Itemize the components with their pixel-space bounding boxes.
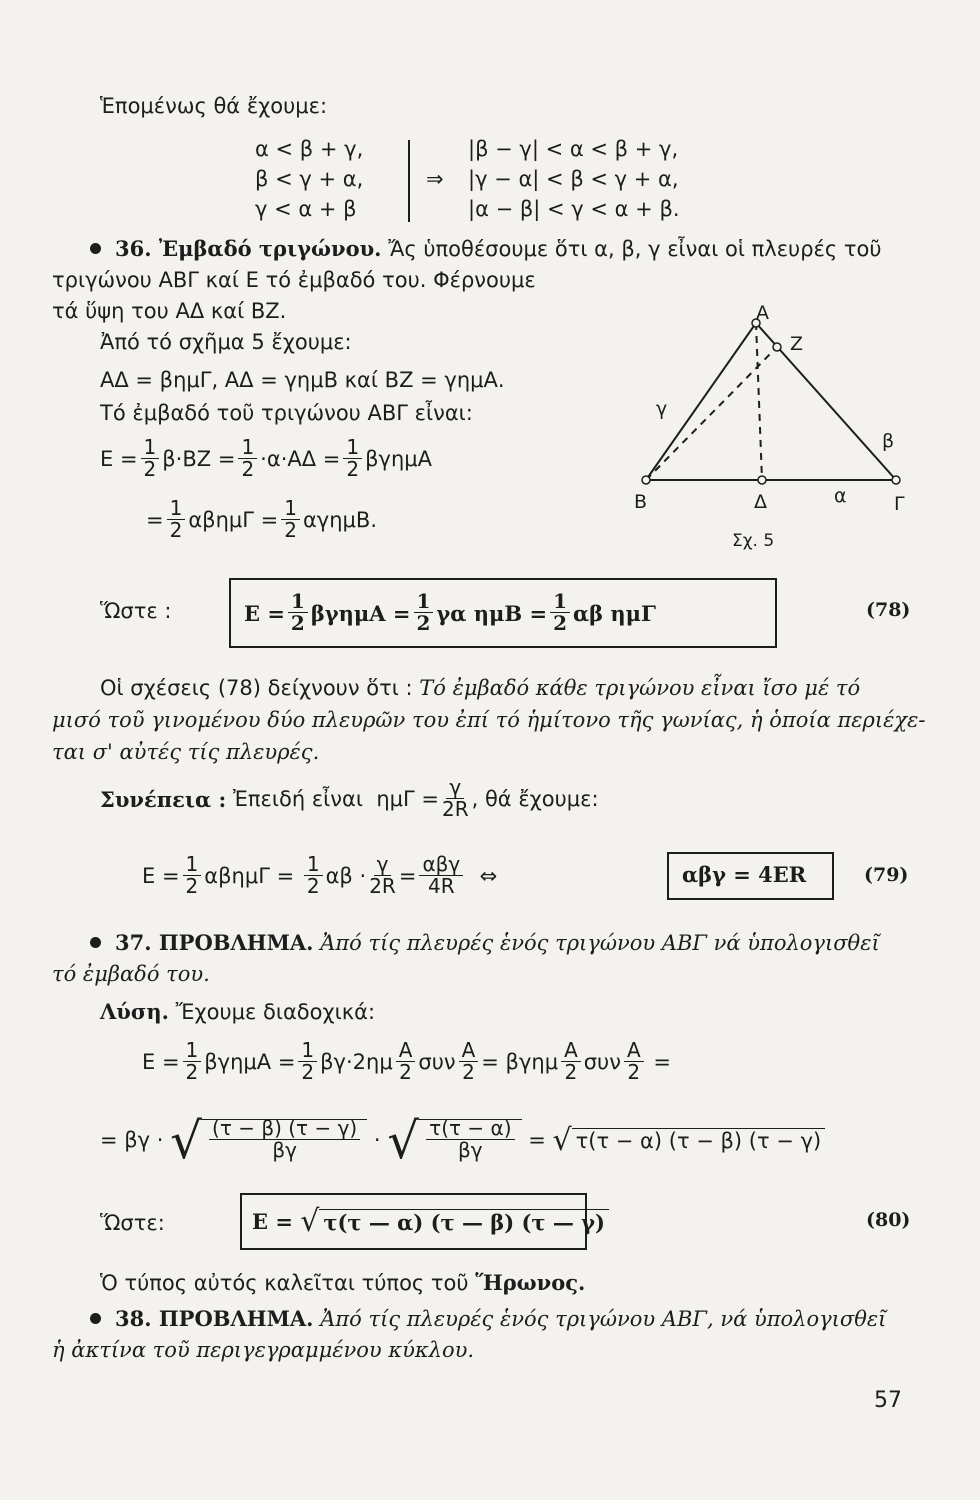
section-36-line-2: τριγώνου ΑΒΓ καί Ε τό ἐμβαδό του. Φέρνουμε [52, 268, 536, 292]
formula-79: Ε = $\frac{1}{2}$ αβημΓ = $\frac{1}{2}$ αβ · $\frac{\gamma}{2R}$ = $\frac{\text{αβγ}}{4R}$ ⇔ [142, 851, 498, 898]
area-equation-2: = $\frac{1}{2}$ αβημΓ = $\frac{1}{2}$ αγημΒ. [146, 495, 377, 542]
so-label-80: Ὥστε: [100, 1211, 165, 1235]
figure-caption: Σχ. 5 [732, 531, 775, 551]
ineq-right-3: |α − β| < γ < α + β. [468, 197, 680, 221]
ineq-left-1: α < β + γ, [255, 137, 364, 161]
altitude-ad [756, 323, 762, 480]
label-A: A [756, 302, 769, 324]
inequality-brace [402, 140, 410, 222]
label-a: α [834, 485, 847, 507]
label-G: Γ [894, 493, 905, 515]
section-36-line-4: Ἀπό τό σχῆμα 5 ἔχουμε: [100, 330, 352, 354]
section-36-line-3: τά ὕψη του ΑΔ καί ΒΖ. [52, 299, 287, 323]
intro-text: Ἑπομένως θά ἔχουμε: [100, 94, 328, 118]
paragraph-78-line-3: ται σ' αὐτές τίς πλευρές. [52, 740, 320, 764]
section-36-line-1 [90, 236, 882, 262]
paragraph-78-line-2: μισό τοῦ γινομένου δύο πλευρῶν του ἐπί τό ἡμίτονο τῆς γωνίας, ἡ ὁποία περιέχε- [52, 708, 926, 732]
ineq-right-2: |γ − α| < β < γ + α, [468, 167, 679, 191]
equation-number-80: (80) [866, 1209, 911, 1231]
solution-equation-1: Ε = $\frac{1}{2}$ βγημΑ = $\frac{1}{2}$ βγ·2ημ $\frac{A}{2}$ συν $\frac{A}{2}$ = βγημ $\frac{A}{2}$ συν $\frac{A}{2}$ = [142, 1037, 671, 1084]
formula-78: Ε = $\frac{1}{2}$ βγημΑ = $\frac{1}{2}$ γα ημΒ = $\frac{1}{2}$ αβ ημΓ [244, 588, 656, 635]
heron-line: Ὁ τύπος αὐτός καλεῖται τύπος τοῦ Ἥρωνος. [100, 1270, 586, 1295]
section-37-heading: 37. ΠΡΟΒΛΗΜΑ. [115, 930, 314, 955]
section-36-text: Ἄς ὑποθέσουμε ὅτι α, β, γ εἶναι οἱ πλευρές τοῦ [388, 237, 882, 261]
implies-arrow: ⇒ [426, 167, 444, 191]
area-equation-1: Ε = $\frac{1}{2}$ β·ΒΖ = $\frac{1}{2}$ ·α·ΑΔ = $\frac{1}{2}$ βγημΑ [100, 434, 432, 481]
bullet-icon [90, 937, 101, 948]
section-37-line-2: τό ἐμβαδό του. [52, 962, 210, 986]
label-D: Δ [754, 491, 767, 513]
label-Z: Z [790, 333, 804, 355]
so-label-78: Ὥστε : [100, 599, 172, 623]
label-g: γ [656, 398, 668, 420]
bullet-icon [90, 1313, 101, 1324]
section-37-line-1: 37. ΠΡΟΒΛΗΜΑ. Ἀπό τίς πλευρές ἑνός τριγώνου ΑΒΓ νά ὑπολογισθεῖ [90, 930, 880, 956]
equation-number-79: (79) [864, 864, 909, 886]
equation-number-78: (78) [866, 599, 911, 621]
section-38-line-2: ἡ ἀκτίνα τοῦ περιγεγραμμένου κύκλου. [52, 1338, 475, 1362]
formula-80: Ε = √ τ(τ — α) (τ — β) (τ — γ) [252, 1200, 609, 1244]
paragraph-78-line-1: Οἱ σχέσεις (78) δείχνουν ὅτι : Τό ἐμβαδό κάθε τριγώνου εἶναι ἴσο μέ τό [100, 676, 861, 700]
bullet-icon [90, 243, 101, 254]
triangle-figure [620, 295, 920, 565]
ineq-right-1: |β − γ| < α < β + γ, [468, 137, 679, 161]
label-B: B [634, 491, 648, 513]
consequence-line: Συνέπεια : Ἐπειδή εἶναι ημΓ = $\frac{\gamma}{2R}$ , θά ἔχουμε: [100, 774, 599, 821]
ineq-left-2: β < γ + α, [255, 167, 364, 191]
formula-79-boxed: αβγ = 4ER [682, 862, 807, 887]
section-36-line-5: Τό ἐμβαδό τοῦ τριγώνου ΑΒΓ εἶναι: [100, 401, 473, 425]
section-38-heading: 38. ΠΡΟΒΛΗΜΑ. [115, 1306, 314, 1331]
altitude-equations: ΑΔ = βημΓ, ΑΔ = γημΒ καί ΒΖ = γημΑ. [100, 368, 505, 392]
section-38-line-1: 38. ΠΡΟΒΛΗΜΑ. Ἀπό τίς πλευρές ἑνός τριγώνου ΑΒΓ, νά ὑπολογισθεῖ [90, 1306, 886, 1332]
label-b: β [882, 430, 895, 452]
solution-line: Λύση. Ἔχουμε διαδοχικά: [100, 999, 376, 1024]
ineq-left-3: γ < α + β [255, 197, 357, 221]
section-36-heading: 36. Ἐμβαδό τριγώνου. [115, 236, 382, 261]
solution-equation-2: = βγ · √ $\frac{(\tau - \beta) (\tau - \gamma)}{\beta\gamma}$ · √ $\frac{\tau(\tau - \alpha)}{\beta\gamma}$ = √ τ(τ − α) (τ − β) (τ − γ) [100, 1106, 825, 1176]
page-number: 57 [874, 1388, 902, 1413]
